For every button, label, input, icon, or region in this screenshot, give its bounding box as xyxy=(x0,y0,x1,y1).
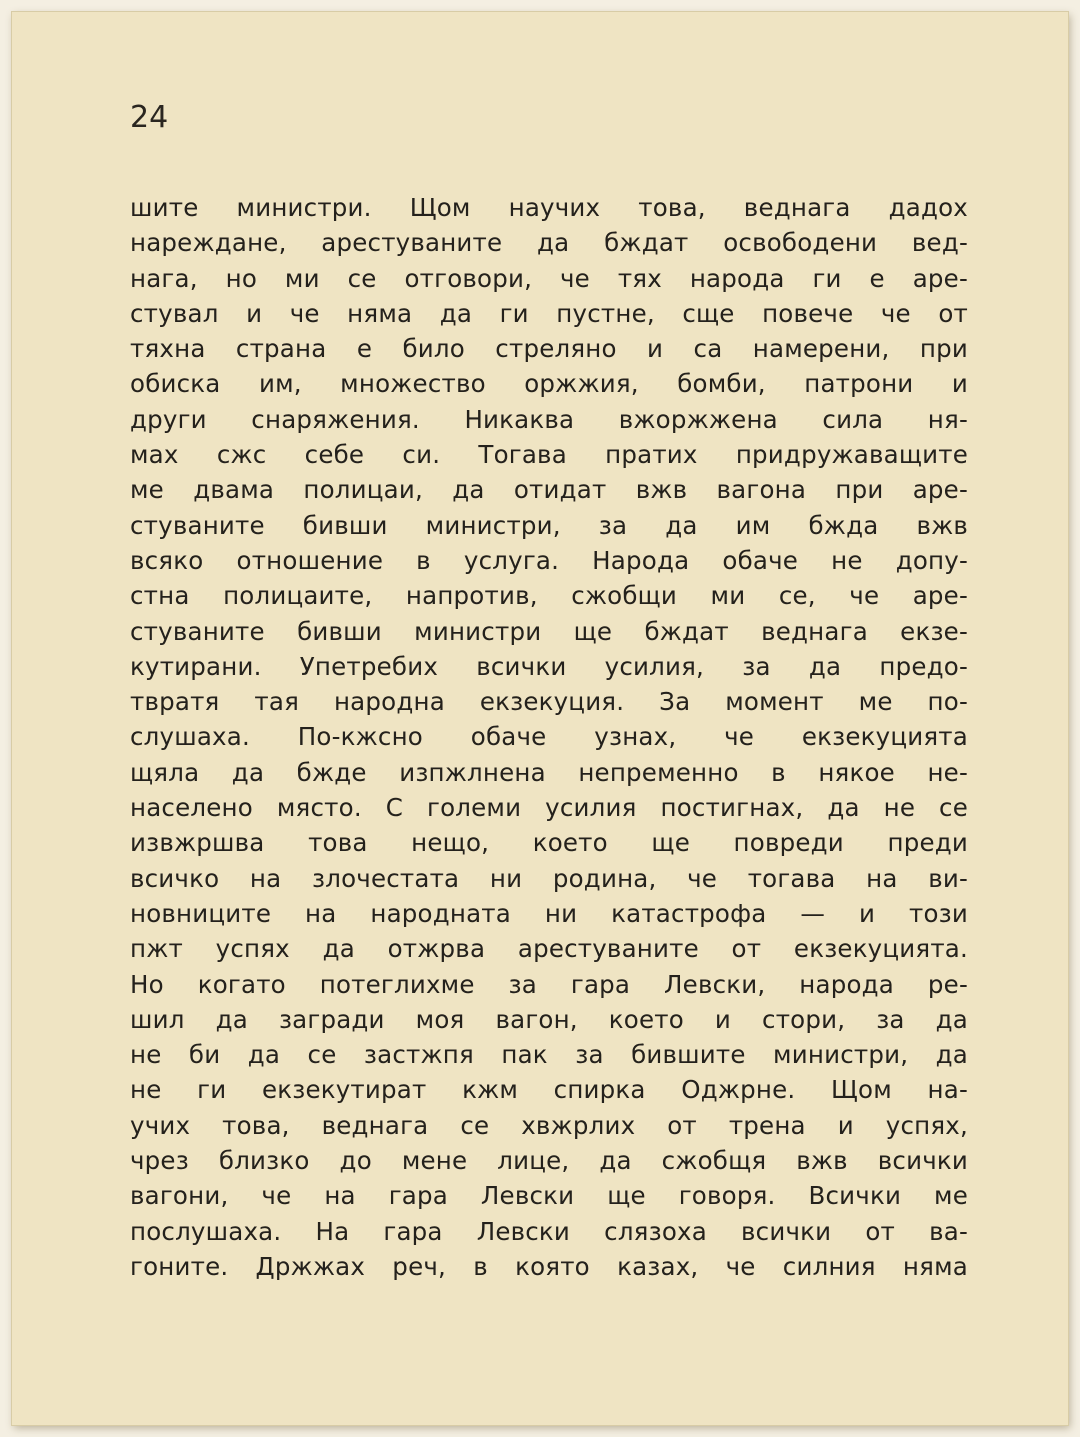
text-line: ме двама полицаи, да отидат вжв вагона при аре- xyxy=(130,475,968,505)
text-line: гоните. Држжах реч, в която казах, че силния няма xyxy=(130,1251,968,1281)
text-line: пжт успях да отжрва арестуваните от екзекуцията. xyxy=(130,934,968,964)
text-line: учих това, веднага се хвжрлих от трена и успях, xyxy=(130,1110,968,1140)
text-line: нага, но ми се отговори, че тях народа ги е аре- xyxy=(130,263,968,293)
text-line: други снаряжения. Никаква вжоржжена сила ня- xyxy=(130,404,968,434)
text-line: новниците на народната ни катастрофа — и този xyxy=(130,898,968,928)
text-line: нареждане, арестуваните да бждат освободени вед- xyxy=(130,228,968,258)
page-number: 24 xyxy=(130,100,169,135)
text-line: всяко отношение в услуга. Народа обаче не допу- xyxy=(130,545,968,575)
text-line: вагони, че на гара Левски ще говоря. Всички ме xyxy=(130,1181,968,1211)
text-line: шил да загради моя вагон, което и стори, за да xyxy=(130,1004,968,1034)
text-line: населено място. С големи усилия постигнах, да не се xyxy=(130,793,968,823)
text-line: шите министри. Щом научих това, веднага дадох xyxy=(130,193,968,222)
text-line: извжршва това нещо, което ще повреди преди xyxy=(130,828,968,858)
text-line: всичко на злочестата ни родина, че тогава на ви- xyxy=(130,863,968,893)
text-line: твратя тая народна екзекуция. За момент ме по- xyxy=(130,687,968,717)
text-line: стна полицаите, напротив, сжобщи ми се, че аре- xyxy=(130,581,968,611)
book-page xyxy=(12,12,1068,1425)
text-line: послушаха. На гара Левски слязоха всички от ва- xyxy=(130,1216,968,1246)
text-line: стуваните бивши министри ще бждат веднага екзе- xyxy=(130,616,968,646)
text-line: мах сжс себе си. Тогава пратих придружаващите xyxy=(130,440,968,470)
text-line: слушаха. По-кжсно обаче узнах, че екзекуцията xyxy=(130,722,968,752)
text-line: кутирани. Упетребих всички усилия, за да предо- xyxy=(130,651,968,681)
text-line: стуваните бивши министри, за да им бжда вжв xyxy=(130,510,968,540)
text-line: чрез близко до мене лице, да сжобщя вжв всички xyxy=(130,1146,968,1176)
text-line: щяла да бжде изпжлнена непременно в някое не- xyxy=(130,757,968,787)
text-line: тяхна страна е било стреляно и са намерени, при xyxy=(130,334,968,364)
body-text xyxy=(130,190,968,1284)
text-line: обиска им, множество оржжия, бомби, патрони и xyxy=(130,369,968,399)
text-line: стувал и че няма да ги пустне, сще повече че от xyxy=(130,298,968,328)
text-line: Но когато потеглихме за гара Левски, народа ре- xyxy=(130,969,968,999)
text-line: не ги екзекутират кжм спирка Оджрне. Щом на- xyxy=(130,1075,968,1105)
text-line: не би да се застжпя пак за бившите министри, да xyxy=(130,1040,968,1070)
